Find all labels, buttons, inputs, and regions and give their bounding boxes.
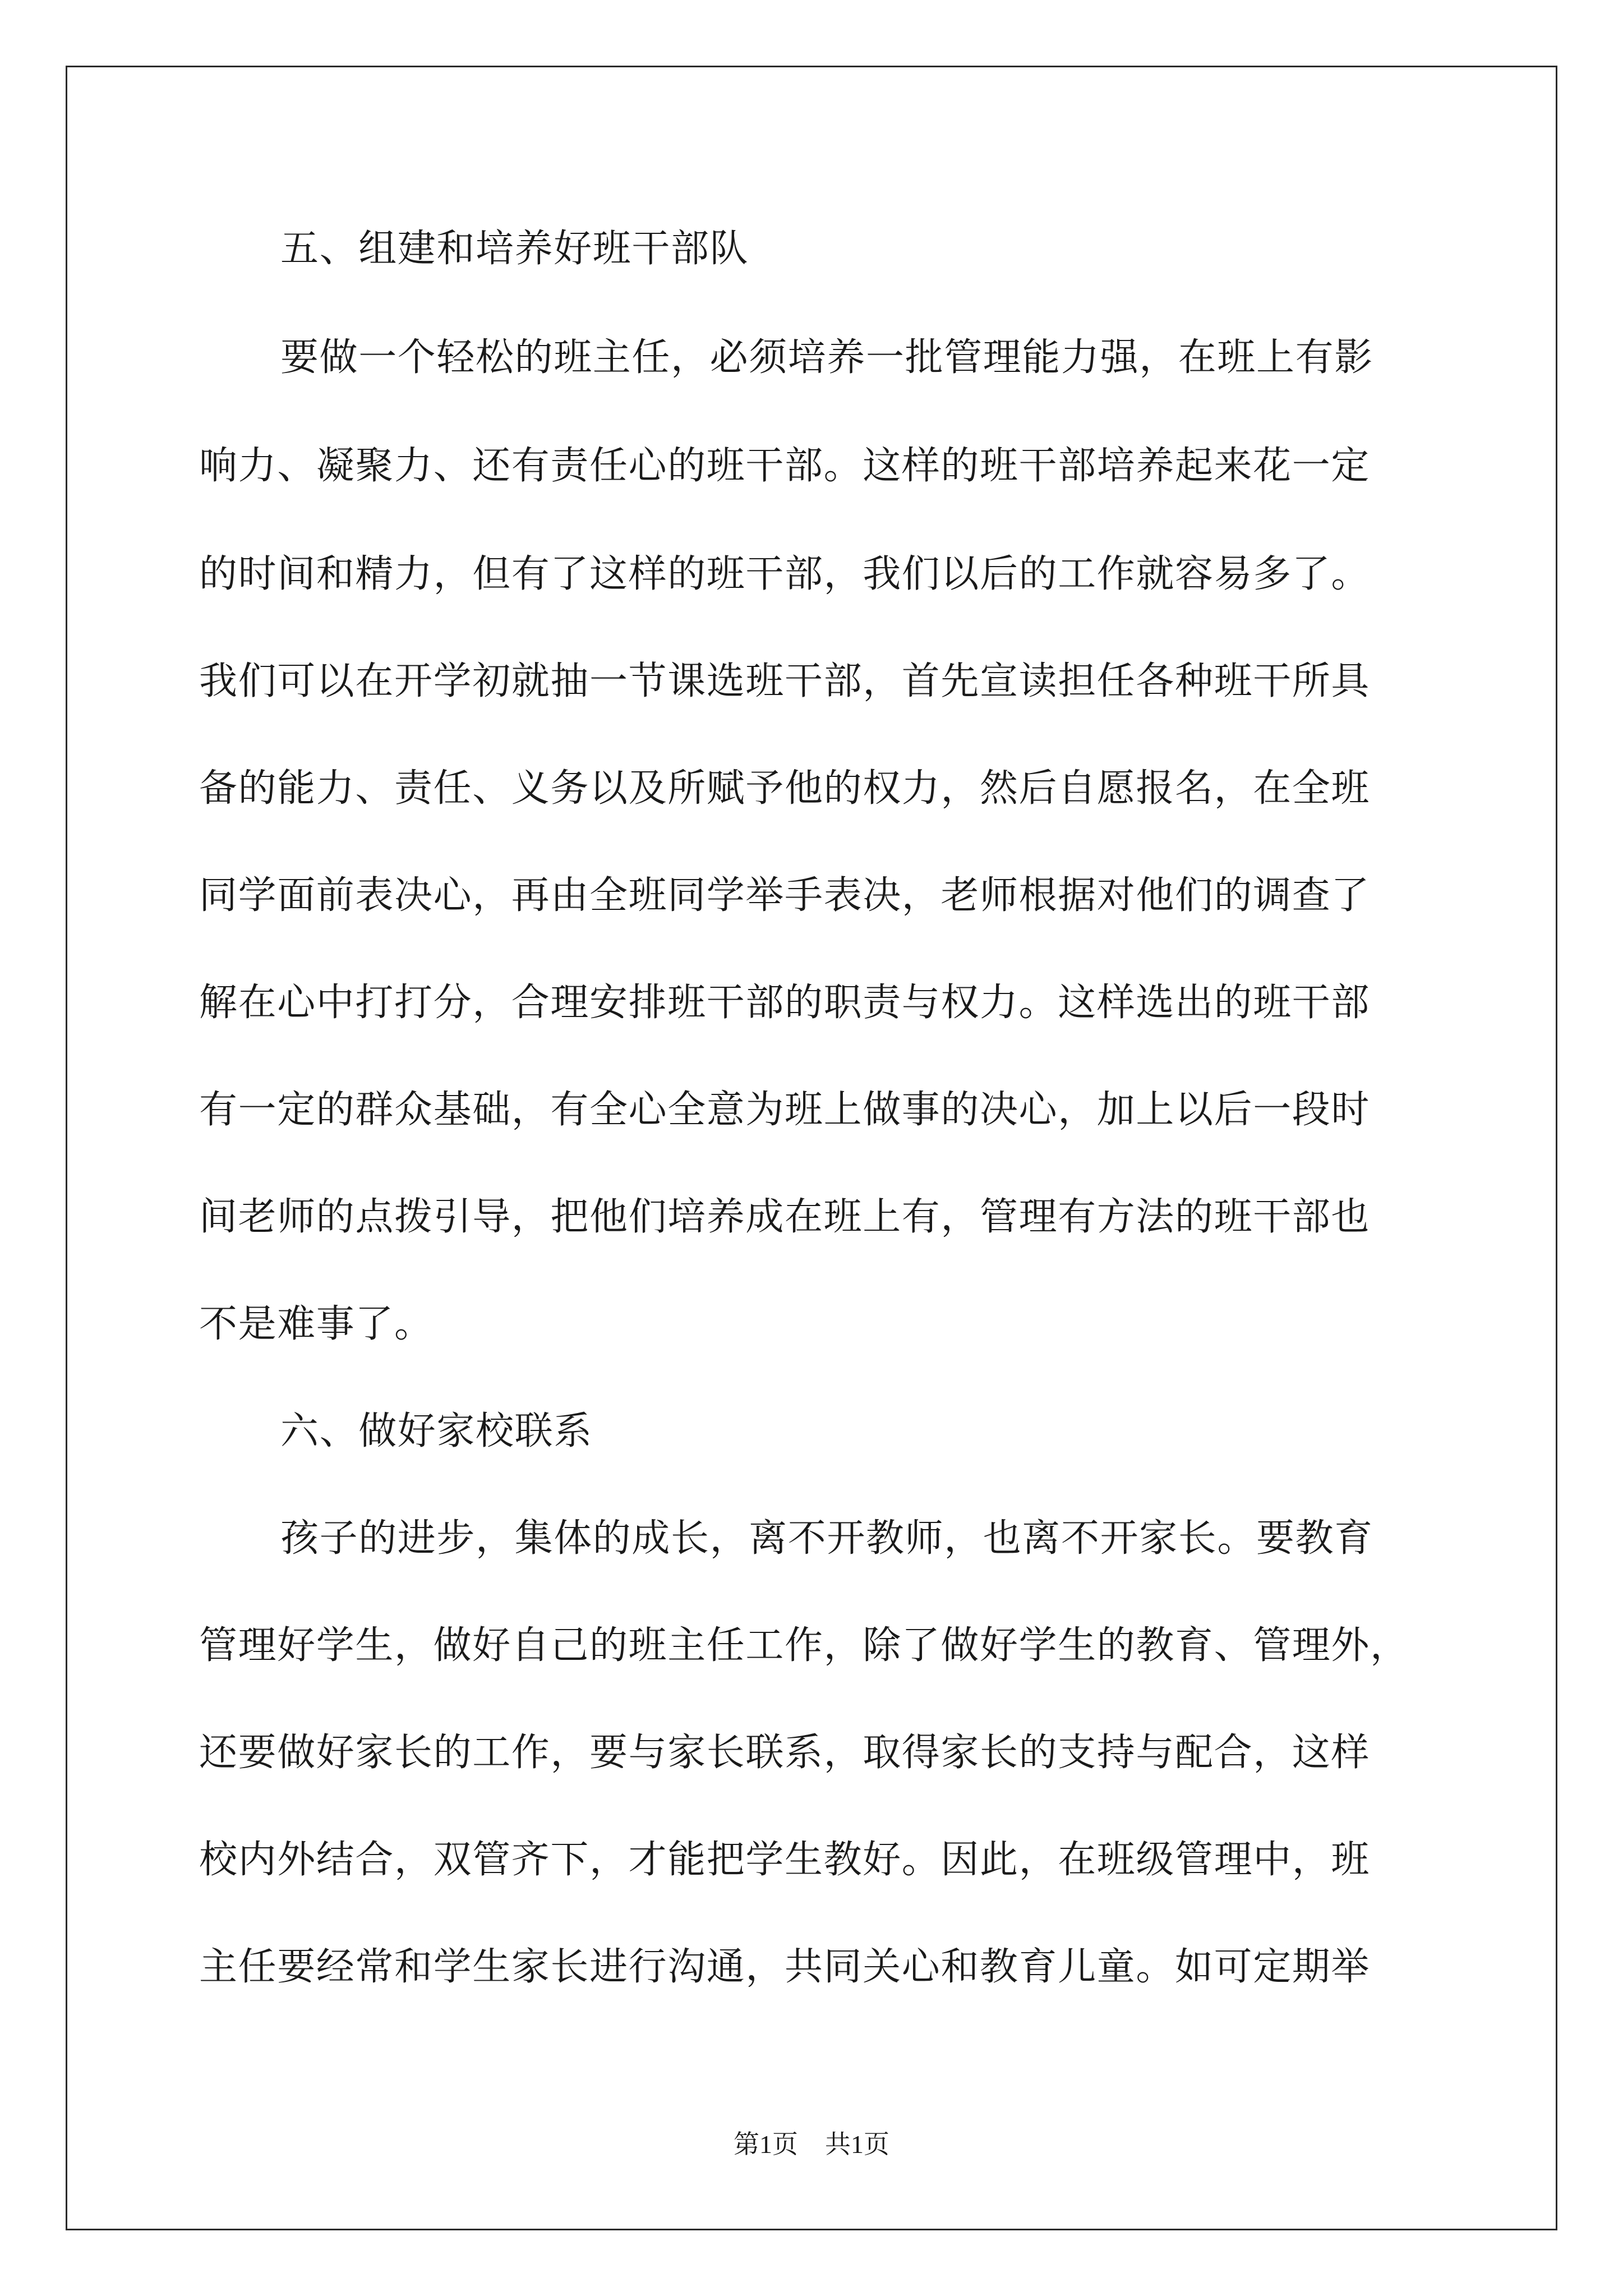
- paragraph-line: 孩子的进步，集体的成长，离不开教师，也离不开家长。要教育: [280, 1516, 1373, 1561]
- page-footer: [0, 2132, 1623, 2157]
- paragraph-line: 有一定的群众基础，有全心全意为班上做事的决心，加上以后一段时: [199, 1088, 1371, 1132]
- paragraph-line: 间老师的点拨引导，把他们培养成在班上有，管理有方法的班干部也: [199, 1195, 1371, 1239]
- paragraph-line: 同学面前表决心，再由全班同学举手表决，老师根据对他们的调查了: [199, 873, 1371, 918]
- paragraph-line: 管理好学生，做好自己的班主任工作，除了做好学生的教育、管理外，: [199, 1623, 1409, 1668]
- paragraph-line: 还要做好家长的工作，要与家长联系，取得家长的支持与配合，这样: [199, 1731, 1371, 1775]
- paragraph-line: 备的能力、责任、义务以及所赋予他的权力，然后自愿报名，在全班: [199, 766, 1371, 811]
- paragraph-line: 响力、凝聚力、还有责任心的班干部。这样的班干部培养起来花一定: [199, 444, 1371, 488]
- paragraph-line: 主任要经常和学生家长进行沟通，共同关心和教育儿童。如可定期举: [199, 1945, 1371, 1989]
- paragraph-line: 不是难事了。: [199, 1302, 434, 1346]
- page-border: [66, 66, 1557, 2230]
- paragraph-line: 解在心中打打分，合理安排班干部的职责与权力。这样选出的班干部: [199, 981, 1371, 1025]
- section-heading-5: 五、组建和培养好班干部队: [280, 227, 749, 271]
- section-heading-6: 六、做好家校联系: [280, 1409, 593, 1453]
- paragraph-line: 校内外结合，双管齐下，才能把学生教好。因此，在班级管理中，班: [199, 1838, 1371, 1882]
- paragraph-line: 我们可以在开学初就抽一节课选班干部，首先宣读担任各种班干所具: [199, 659, 1371, 703]
- page-number-current: 第1页: [734, 2130, 798, 2159]
- paragraph-line: 的时间和精力，但有了这样的班干部，我们以后的工作就容易多了。: [199, 552, 1371, 596]
- page-number-total: 共1页: [825, 2130, 889, 2159]
- paragraph-line: 要做一个轻松的班主任，必须培养一批管理能力强，在班上有影: [280, 335, 1373, 380]
